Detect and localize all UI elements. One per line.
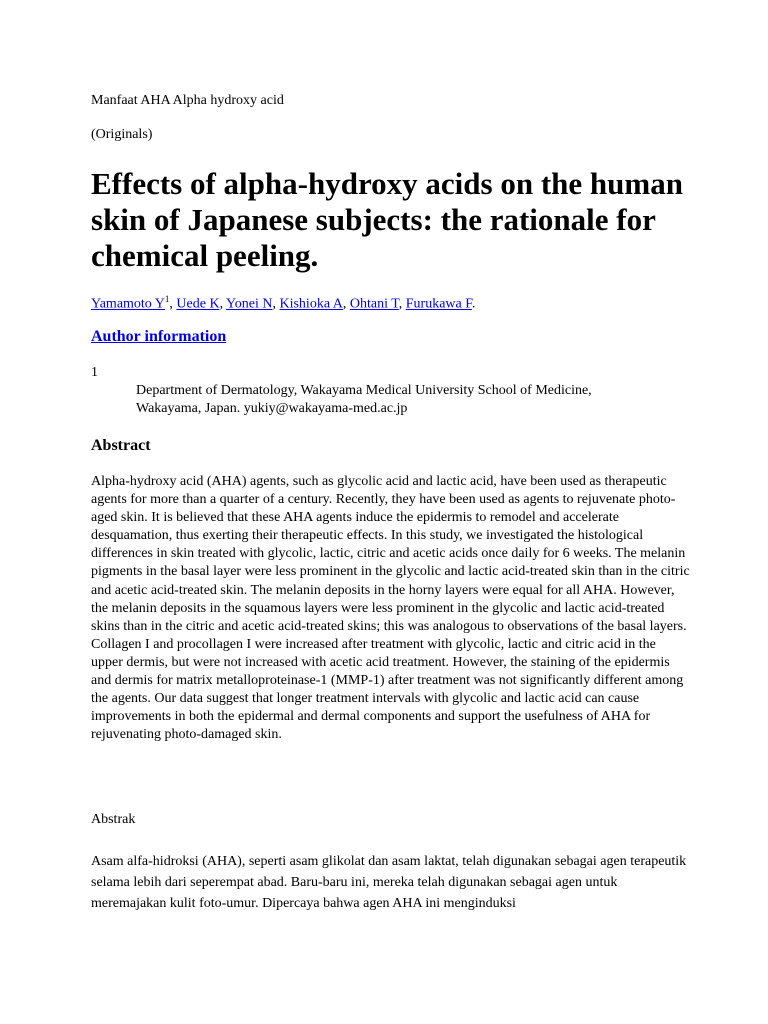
header-line-2: (Originals) [91,127,153,142]
author-link[interactable]: Furukawa F [405,296,472,312]
header-line-1: Manfaat AHA Alpha hydroxy acid [91,93,284,108]
author-link[interactable]: Yonei N [226,296,273,312]
author-link[interactable]: Kishioka A [279,296,343,312]
abstrak-heading: Abstrak [91,812,136,827]
author-link[interactable]: Yamamoto Y [91,296,165,312]
author-information-link[interactable]: Author information [91,328,227,345]
author-list: Yamamoto $Y^1$, Uede K, Yonei N, Kishioka A, Ohtani T, Furukawa F. [91,294,476,312]
author-link[interactable]: Ohtani T [349,296,399,312]
article-title: Effects of alpha-hydroxy acids on the human skin of Japanese subjects: the rationale for chemical peeling. [91,166,683,273]
abstrak-body: Asam alfa-hidroksi (AHA), seperti asam glikolat dan asam laktat, telah digunakan sebagai agen terapeutik selama lebih dari seperempat abad. Baru-baru ini, mereka telah digunakan sebagai agen untuk meremajakan kulit foto-umur. Dipercaya bahwa agen AHA ini menginduksi [91,854,687,911]
affiliation-number: 1 [91,365,98,380]
affiliation-text: Department of Dermatology, Wakayama Medical University School of Medicine, Wakayama, Japan. yukiy@wakayama-med.ac.jp [136,383,592,416]
abstract-body: Alpha-hydroxy acid (AHA) agents, such as glycolic acid and lactic acid, have been used as therapeutic agents for more than a quarter of a century. Recently, they have been used as agents to rejuvenate photo-aged skin. It is believed that these AHA agents induce the epidermis to remodel and accelerate desquamation, thus exerting their therapeutic effects. In this study, we investigated the histological differences in skin treated with glycolic, lactic, citric and acetic acids once daily for 6 weeks. The melanin pigments in the basal layer were less prominent in the glycolic and lactic acid-treated skin than in the citric and acetic acid-treated skin. The melanin deposits in the horny layers were equal for all AHA. However, the melanin deposits in the squamous layers were less prominent in the glycolic and lactic acid-treated skins than in the citric and acetic acid-treated skins; this was analogous to observations of the basal layers. Collagen I and procollagen I were increased after treatment with glycolic, lactic and citric acid in the upper dermis, but were not increased with acetic acid treatment. However, the staining of the epidermis and dermis for matrix metalloproteinase-1 (MMP-1) after treatment was not significantly different among the agents. Our data suggest that longer treatment intervals with glycolic and lactic acid can cause improvements in both the epidermal and dermal components and support the usefulness of AHA for rejuvenating photo-damaged skin. [91,474,690,743]
author-link[interactable]: Uede K [176,296,220,312]
author-superscript: 1 [164,294,170,304]
abstract-heading: Abstract [91,437,151,454]
